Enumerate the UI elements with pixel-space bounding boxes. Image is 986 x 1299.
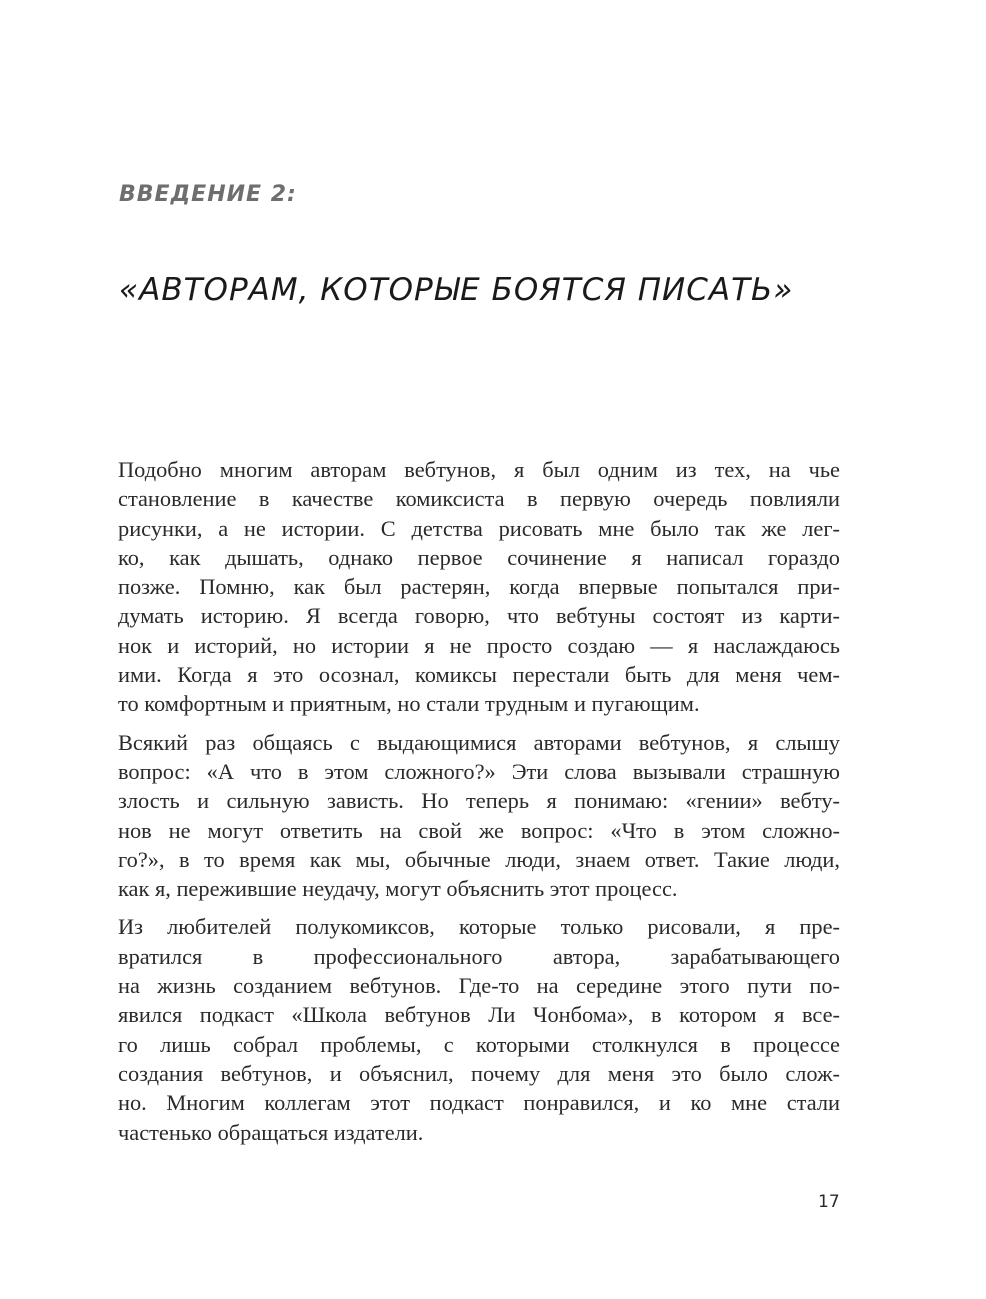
page-number: 17 [818, 1192, 840, 1212]
text-line: злость и сильную зависть. Но теперь я понимаю: «гении» вебту- [118, 788, 840, 814]
chapter-eyebrow: ВВЕДЕНИЕ 2: [119, 182, 297, 207]
text-line: го?», в то время как мы, обычные люди, знаем ответ. Такие люди, [118, 846, 840, 872]
text-line: вратился в профессионального автора, зарабатывающего [118, 943, 840, 969]
text-line: нок и историй, но истории я не просто создаю — я наслаждаюсь [118, 632, 840, 658]
text-line: рисунки, а не истории. С детства рисовать мне было так же лег- [118, 515, 840, 541]
text-line: то комфортным и приятным, но стали трудным и пугающим. [118, 691, 700, 717]
text-line: создания вебтунов, и объяснил, почему для меня это было слож- [118, 1060, 840, 1086]
paragraph-3 [118, 912, 840, 1146]
chapter-title: «АВТОРАМ, КОТОРЫЕ БОЯТСЯ ПИСАТЬ» [119, 272, 794, 308]
text-line: вопрос: «А что в этом сложного?» Эти слова вызывали страшную [118, 758, 840, 784]
text-line: го лишь собрал проблемы, с которыми столкнулся в процессе [118, 1031, 840, 1057]
text-line: ими. Когда я это осознал, комиксы перестали быть для меня чем- [118, 662, 840, 688]
text-line: думать историю. Я всегда говорю, что вебтуны состоят из карти- [118, 603, 840, 629]
text-line: Подобно многим авторам вебтунов, я был одним из тех, на чье [118, 457, 840, 482]
text-line: становление в качестве комиксиста в первую очередь повлияли [118, 486, 840, 512]
text-line: на жизнь созданием вебтунов. Где-то на середине этого пути по- [118, 973, 840, 999]
text-line: ко, как дышать, однако первое сочинение я написал гораздо [118, 544, 840, 570]
text-line: нов не могут ответить на свой же вопрос: «Что в этом сложно- [118, 817, 840, 843]
paragraph-2 [118, 728, 840, 904]
text-line: частенько обращаться издатели. [118, 1119, 424, 1145]
text-line: позже. Помню, как был растерян, когда впервые попытался при- [118, 574, 840, 600]
text-line: Из любителей полукомиксов, которые только рисовали, я пре- [118, 914, 840, 940]
text-line: как я, пережившие неудачу, могут объяснить этот процесс. [118, 876, 678, 902]
body-text [118, 455, 840, 1156]
text-line: Всякий раз общаясь с выдающимися авторами вебтунов, я слышу [118, 729, 840, 755]
paragraph-1 [118, 455, 840, 719]
text-line: явился подкаст «Школа вебтунов Ли Чонбома», в котором я все- [118, 1002, 840, 1028]
text-line: но. Многим коллегам этот подкаст понравился, и ко мне стали [118, 1090, 840, 1116]
